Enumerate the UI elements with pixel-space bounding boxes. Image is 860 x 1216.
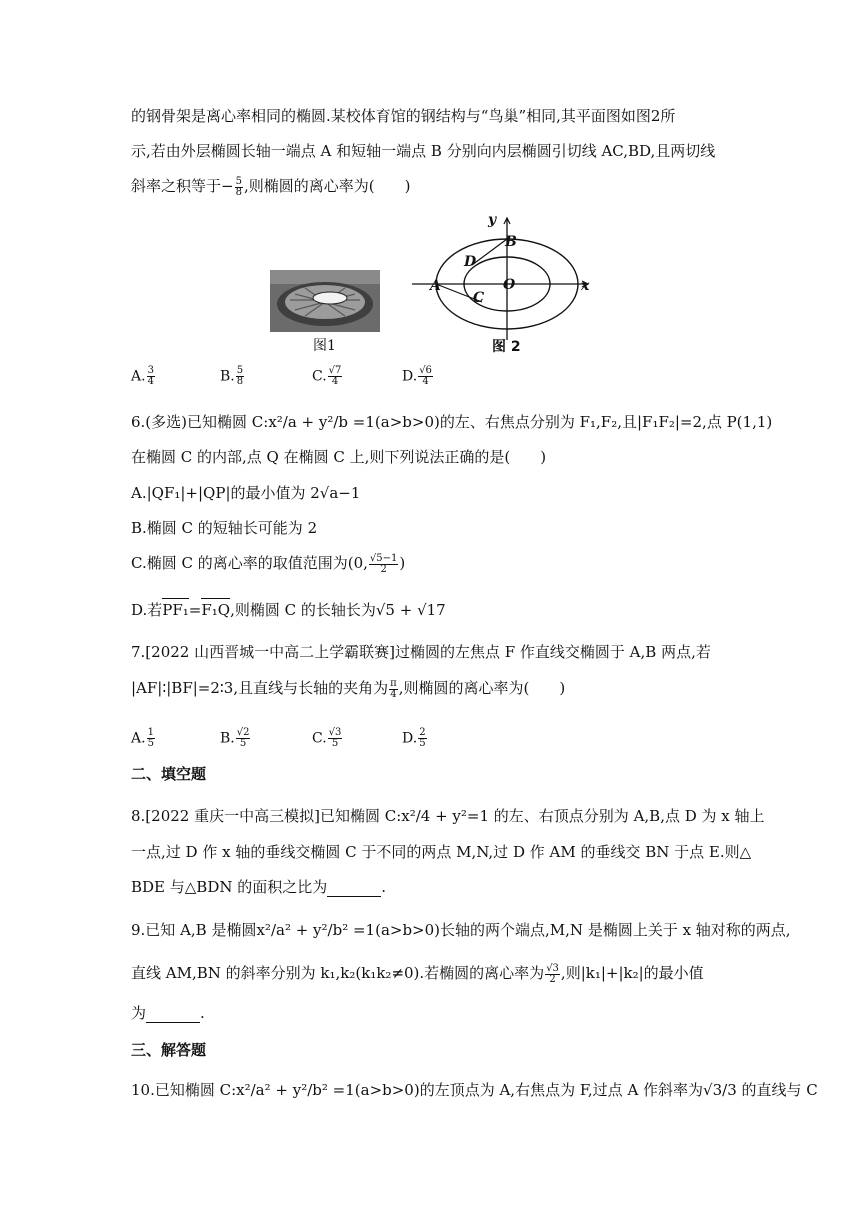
option-fraction (328, 728, 343, 749)
fig1-caption: 图1 (313, 338, 336, 354)
frac-numerator: 3 (147, 365, 154, 376)
frac-denominator: 4 (331, 376, 339, 387)
vector-pf1: PF₁ (162, 601, 189, 619)
fig2-label-x: x (581, 278, 590, 294)
option-label: C. (312, 730, 327, 747)
frac-denominator: 8 (236, 376, 244, 387)
frac-denominator: 5 (419, 738, 426, 749)
q6-option-d (131, 600, 446, 620)
q6-option-c-end: ) (399, 554, 406, 572)
q7-line2-end: ,则椭圆的离心率为( ) (398, 679, 566, 697)
fig2-label-B: B (505, 234, 517, 250)
q6-option-a: A.|QF₁|+|QP|的最小值为 2√a−1 (131, 484, 361, 502)
q7-option-d (402, 728, 428, 749)
section-fill-in-heading: 二、填空题 (131, 765, 207, 783)
option-label: D. (402, 730, 418, 747)
frac-numerator: √6 (419, 365, 432, 376)
q8-line3-end: . (381, 878, 387, 896)
frac-numerator: √5−1 (369, 552, 398, 564)
q8-line3-text: BDE 与△BDN 的面积之比为 (131, 878, 328, 896)
q5-line3 (131, 176, 410, 198)
q9-line1: 9.已知 A,B 是椭圆x²/a² + y²/b² =1(a>b>0)长轴的两个端点,M,N 是椭圆上关于 x 轴对称的两点, (131, 921, 791, 939)
frac-numerator: 5 (235, 175, 242, 187)
q9-eccentricity-fraction (545, 964, 560, 985)
frac-numerator: √2 (236, 727, 250, 738)
q5-option-a (131, 366, 156, 387)
frac-numerator: 1 (147, 727, 154, 738)
q8-line3 (131, 877, 386, 897)
frac-denominator: 2 (380, 563, 387, 575)
fig2-caption: 图 2 (492, 339, 521, 355)
fig2-label-O: O (503, 277, 516, 293)
q9-answer-blank[interactable] (146, 1008, 200, 1023)
q7-option-c (312, 728, 343, 749)
vector-f1q: F₁Q (201, 601, 231, 619)
q6-option-c-start: C.椭圆 C 的离心率的取值范围为(0, (131, 554, 368, 572)
q9-line3 (131, 1003, 205, 1023)
q5-option-c (312, 366, 343, 387)
q9-line3-text: 为 (131, 1004, 147, 1022)
frac-denominator: 5 (239, 738, 247, 749)
option-fraction (328, 366, 343, 387)
frac-numerator: √3 (546, 962, 559, 974)
q8-line2: 一点,过 D 作 x 轴的垂线交椭圆 C 于不同的两点 M,N,过 D 作 AM 的垂线交 BN 于点 E.则△ (131, 843, 752, 861)
q5-line1: 的钢骨架是离心率相同的椭圆.某校体育馆的钢结构与“鸟巢”相同,其平面图如图2所 (131, 107, 676, 125)
q6-option-b: B.椭圆 C 的短轴长可能为 2 (131, 519, 318, 537)
q7-line2 (131, 678, 565, 700)
option-label: B. (220, 730, 235, 747)
q6-option-d-equals: = (188, 601, 202, 619)
q9-line2-start: 直线 AM,BN 的斜率分别为 k₁,k₂(k₁k₂≠0).若椭圆的离心率为 (131, 964, 545, 982)
section-solution-heading: 三、解答题 (131, 1041, 207, 1059)
option-fraction (418, 728, 426, 749)
q7-line1: 7.[2022 山西晋城一中高二上学霸联赛]过椭圆的左焦点 F 作直线交椭圆于 A,B 两点,若 (131, 643, 711, 661)
frac-numerator: √3 (328, 727, 342, 738)
q7-angle-fraction (389, 679, 398, 700)
option-fraction (236, 366, 244, 387)
q5-option-b (220, 366, 245, 387)
option-label: B. (220, 368, 235, 385)
q8-answer-blank[interactable] (327, 882, 381, 897)
option-label: C. (312, 368, 327, 385)
q6-option-d-end: ,则椭圆 C 的长轴长为√5 + √17 (230, 601, 446, 619)
q9-line2 (131, 963, 704, 985)
q5-slope-fraction (235, 177, 243, 198)
q5-line3-start: 斜率之积等于− (131, 177, 234, 195)
frac-denominator: 5 (147, 738, 154, 749)
frac-numerator: 5 (236, 365, 244, 376)
option-label: D. (402, 368, 418, 385)
q10-line1: 10.已知椭圆 C:x²/a² + y²/b² =1(a>b>0)的左顶点为 A,右焦点为 F,过点 A 作斜率为√3/3 的直线与 C (131, 1081, 818, 1099)
frac-numerator: √7 (328, 365, 342, 376)
frac-denominator: 4 (422, 376, 429, 387)
q9-line2-end: ,则|k₁|+|k₂|的最小值 (560, 964, 704, 982)
q6-option-c (131, 553, 405, 575)
option-fraction (418, 366, 433, 387)
option-label: A. (131, 730, 146, 747)
frac-denominator: 8 (235, 186, 242, 198)
q7-option-b (220, 728, 251, 749)
fig2-label-C: C (473, 290, 485, 306)
option-fraction (147, 366, 155, 387)
frac-numerator: 2 (419, 727, 426, 738)
bird-nest-photo (270, 270, 380, 332)
q5-option-d (402, 366, 434, 387)
option-fraction (147, 728, 155, 749)
option-fraction (236, 728, 251, 749)
frac-denominator: 2 (549, 973, 556, 985)
frac-denominator: 4 (147, 376, 154, 387)
q6-line1: 6.(多选)已知椭圆 C:x²/a + y²/b =1(a>b>0)的左、右焦点分别为 F₁,F₂,且|F₁F₂|=2,点 P(1,1) (131, 413, 773, 431)
frac-denominator: 5 (331, 738, 339, 749)
q6-line2: 在椭圆 C 的内部,点 Q 在椭圆 C 上,则下列说法正确的是( ) (131, 448, 547, 466)
fig2-label-A: A (430, 278, 441, 294)
q7-line2-start: |AF|∶|BF|=2∶3,且直线与长轴的夹角为 (131, 679, 389, 697)
q8-line1: 8.[2022 重庆一中高三模拟]已知椭圆 C:x²/4 + y²=1 的左、右顶点分别为 A,B,点 D 为 x 轴上 (131, 807, 765, 825)
frac-denominator: 4 (390, 688, 397, 700)
frac-numerator: π (390, 677, 397, 689)
option-label: A. (131, 368, 146, 385)
fig2-label-y: y (488, 212, 497, 228)
q9-line3-end: . (200, 1004, 205, 1022)
q6-option-d-start: D.若 (131, 601, 163, 619)
q6-option-c-fraction (369, 554, 398, 575)
q5-line3-end: ,则椭圆的离心率为( ) (243, 177, 411, 195)
q7-option-a (131, 728, 156, 749)
fig2-label-D: D (464, 254, 477, 270)
q5-line2: 示,若由外层椭圆长轴一端点 A 和短轴一端点 B 分别向内层椭圆引切线 AC,BD,且两切线 (131, 142, 716, 160)
